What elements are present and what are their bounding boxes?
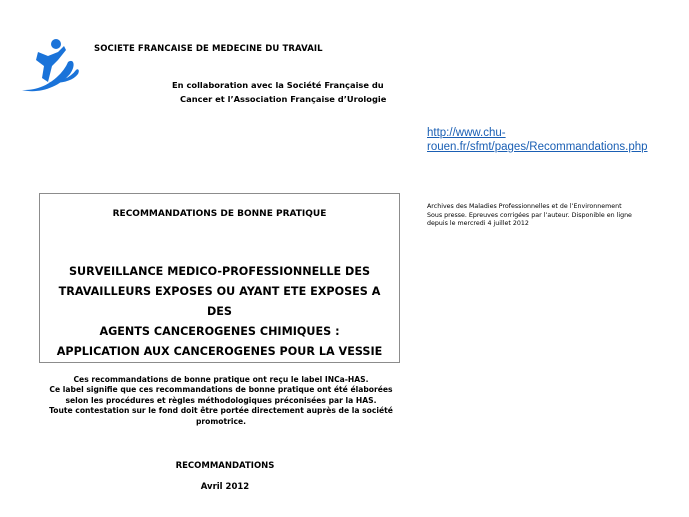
label-line: promotrice. [195,416,247,426]
title-line: AGENTS CANCEROGENES CHIMIQUES : [99,325,340,338]
label-line: Toute contestation sur le fond doit être portée directement auprès de la société [49,406,393,416]
label-line: selon les procédures et règles méthodologiques préconisées par la HAS. [65,395,377,405]
label-line: Ce label signifie que ces recommandations de bonne pratique ont été élaborées [49,385,393,395]
box-label: RECOMMANDATIONS DE BONNE PRATIQUE [112,209,327,219]
title-line: TRAVAILLEURS EXPOSES OU AYANT ETE EXPOSES A DES [58,285,381,318]
title-line: SURVEILLANCE MEDICO-PROFESSIONNELLE DES [68,265,371,278]
document-title [46,262,393,362]
publication-date: Avril 2012 [200,482,250,492]
archives-note [427,203,657,229]
sfmt-logo-icon [18,38,86,100]
link-line-2[interactable]: rouen.fr/sfmt/pages/Recommandations.php [427,141,648,153]
archives-line-3: depuis le mercredi 4 juillet 2012 [427,220,529,228]
title-line: APPLICATION AUX CANCEROGENES POUR LA VESSIE [56,345,383,358]
recommendations-heading: RECOMMANDATIONS [175,461,275,471]
recommendations-link[interactable] [427,126,657,154]
archives-line-2: Sous presse. Epreuves corrigées par l’auteur. Disponible en ligne [427,211,632,219]
link-line-1[interactable]: http://www.chu- [427,127,506,139]
collaboration-line-2: Cancer et l’Association Française d’Urologie [180,94,387,104]
collaboration-line-1: En collaboration avec la Société Française du [172,80,384,90]
label-line: Ces recommandations de bonne pratique ont reçu le label INCa-HAS. [73,375,369,384]
organization-name: SOCIETE FRANCAISE DE MEDECINE DU TRAVAIL [94,44,323,54]
label-statement [40,375,402,427]
collaboration-text [172,78,402,106]
archives-line-1: Archives des Maladies Professionnelles et de l’Environnement [427,203,622,210]
